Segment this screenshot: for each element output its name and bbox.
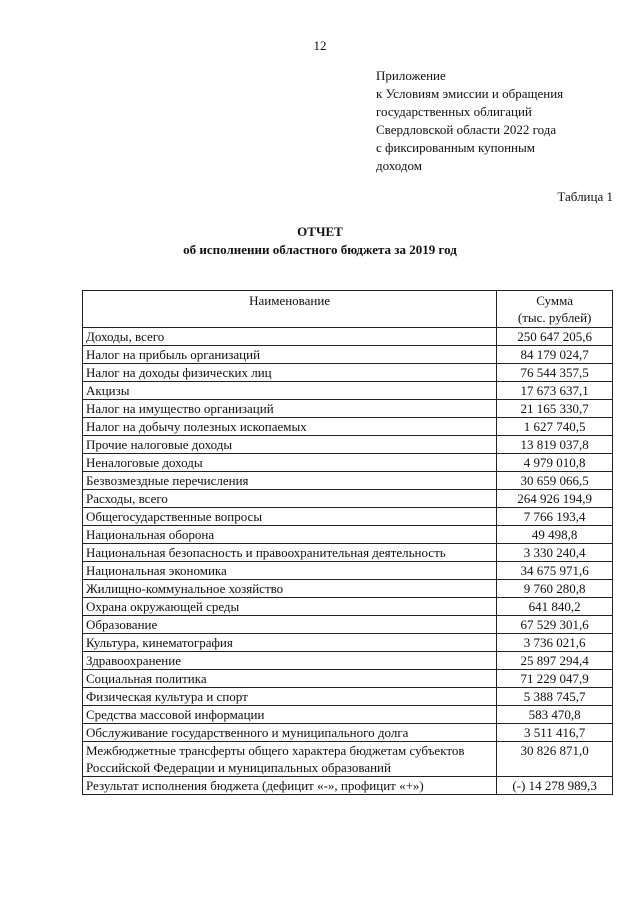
- header-sum-title: Сумма: [536, 293, 574, 308]
- row-sum: (-) 14 278 989,3: [497, 777, 613, 795]
- row-name: Налог на добычу полезных ископаемых: [83, 418, 497, 436]
- table-row: [83, 777, 613, 795]
- row-sum: 3 330 240,4: [497, 544, 613, 562]
- row-sum: 3 736 021,6: [497, 634, 613, 652]
- row-name: Национальная экономика: [83, 562, 497, 580]
- row-name: Налог на имущество организаций: [83, 400, 497, 418]
- row-name: Национальная безопасность и правоохранительная деятельность: [83, 544, 497, 562]
- table-row: [83, 526, 613, 544]
- row-name: Общегосударственные вопросы: [83, 508, 497, 526]
- appendix-line: Свердловской области 2022 года: [376, 122, 557, 137]
- row-name: Образование: [83, 616, 497, 634]
- row-sum: 34 675 971,6: [497, 562, 613, 580]
- table-label: Таблица 1: [557, 189, 613, 204]
- table-row: [83, 544, 613, 562]
- row-name: Безвозмездные перечисления: [83, 472, 497, 490]
- row-name: Неналоговые доходы: [83, 454, 497, 472]
- appendix-line: к Условиям эмиссии и обращения: [376, 86, 564, 101]
- header-sum-unit: (тыс. рублей): [517, 310, 592, 325]
- row-sum: 67 529 301,6: [497, 616, 613, 634]
- table-row: [83, 490, 613, 508]
- table-body: [83, 328, 613, 795]
- report-title: ОТЧЕТ: [297, 224, 343, 239]
- row-name: Акцизы: [83, 382, 497, 400]
- row-name: Прочие налоговые доходы: [83, 436, 497, 454]
- appendix-line: доходом: [376, 158, 423, 173]
- row-sum: 49 498,8: [497, 526, 613, 544]
- row-sum: 71 229 047,9: [497, 670, 613, 688]
- table-row: [83, 634, 613, 652]
- table-row: [83, 724, 613, 742]
- table-row: [83, 364, 613, 382]
- row-name: Расходы, всего: [83, 490, 497, 508]
- row-sum: 583 470,8: [497, 706, 613, 724]
- row-name: Обслуживание государственного и муниципального долга: [83, 724, 497, 742]
- appendix-line: с фиксированным купонным: [376, 140, 535, 155]
- table-row: [83, 418, 613, 436]
- report-subtitle: об исполнении областного бюджета за 2019 год: [183, 242, 457, 257]
- table-row: [83, 508, 613, 526]
- table-row: [83, 706, 613, 724]
- table-row: [83, 562, 613, 580]
- appendix-note: [376, 67, 616, 175]
- row-name: Налог на прибыль организаций: [83, 346, 497, 364]
- table-row: [83, 670, 613, 688]
- row-name: Налог на доходы физических лиц: [83, 364, 497, 382]
- row-name: Результат исполнения бюджета (дефицит «-», профицит «+»): [83, 777, 497, 795]
- row-sum: 4 979 010,8: [497, 454, 613, 472]
- table-row: [83, 454, 613, 472]
- row-sum: 30 659 066,5: [497, 472, 613, 490]
- table-row: [83, 436, 613, 454]
- row-name: Здравоохранение: [83, 652, 497, 670]
- page-number: 12: [313, 38, 327, 53]
- row-sum: 7 766 193,4: [497, 508, 613, 526]
- row-name: Национальная оборона: [83, 526, 497, 544]
- row-name: Физическая культура и спорт: [83, 688, 497, 706]
- table-row: [83, 472, 613, 490]
- row-sum: 25 897 294,4: [497, 652, 613, 670]
- row-sum: 1 627 740,5: [497, 418, 613, 436]
- row-sum: 264 926 194,9: [497, 490, 613, 508]
- table-row: [83, 688, 613, 706]
- row-sum: 9 760 280,8: [497, 580, 613, 598]
- report-heading: [0, 223, 640, 259]
- table-row: [83, 346, 613, 364]
- row-sum: 76 544 357,5: [497, 364, 613, 382]
- header-name: Наименование: [83, 291, 497, 328]
- table-row: [83, 400, 613, 418]
- table-row: [83, 742, 613, 777]
- budget-report-table: [82, 290, 613, 795]
- table-row: [83, 580, 613, 598]
- row-sum: 3 511 416,7: [497, 724, 613, 742]
- row-sum: 30 826 871,0: [497, 742, 613, 777]
- table-row: [83, 652, 613, 670]
- appendix-line: Приложение: [376, 68, 446, 83]
- row-name: Межбюджетные трансферты общего характера бюджетам субъектов Российской Федерации и муниципальных образований: [83, 742, 497, 777]
- row-name: Доходы, всего: [83, 328, 497, 346]
- row-sum: 13 819 037,8: [497, 436, 613, 454]
- row-name: Жилищно-коммунальное хозяйство: [83, 580, 497, 598]
- row-sum: 21 165 330,7: [497, 400, 613, 418]
- table-row: [83, 328, 613, 346]
- table-header-row: [83, 291, 613, 328]
- table-row: [83, 382, 613, 400]
- row-name: Охрана окружающей среды: [83, 598, 497, 616]
- row-sum: 641 840,2: [497, 598, 613, 616]
- table-row: [83, 616, 613, 634]
- row-sum: 84 179 024,7: [497, 346, 613, 364]
- table-row: [83, 598, 613, 616]
- row-sum: 5 388 745,7: [497, 688, 613, 706]
- row-sum: 250 647 205,6: [497, 328, 613, 346]
- header-sum: [497, 291, 613, 328]
- row-name: Средства массовой информации: [83, 706, 497, 724]
- row-name: Социальная политика: [83, 670, 497, 688]
- row-sum: 17 673 637,1: [497, 382, 613, 400]
- appendix-line: государственных облигаций: [376, 104, 532, 119]
- row-name: Культура, кинематография: [83, 634, 497, 652]
